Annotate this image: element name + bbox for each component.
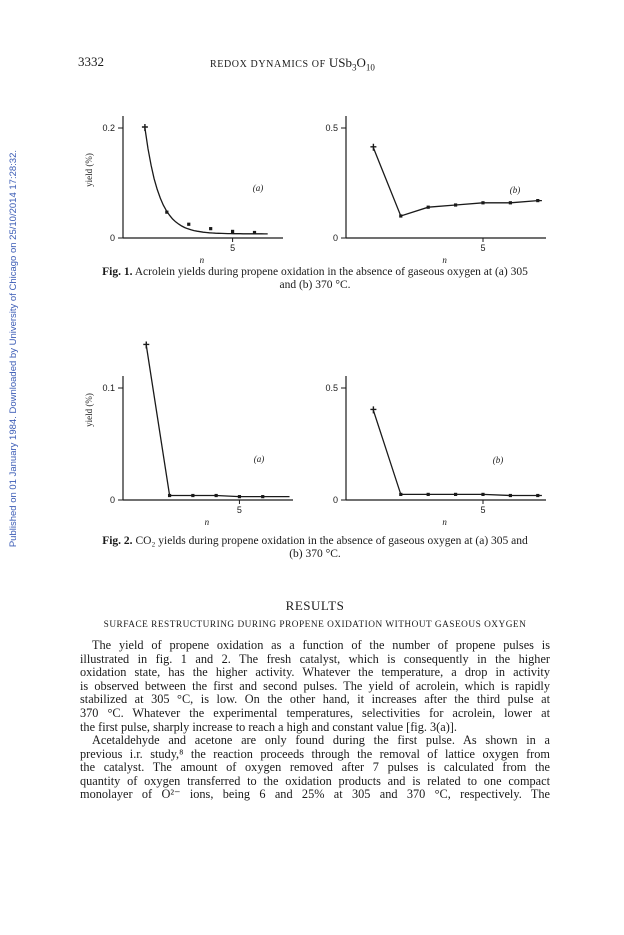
chart-1-y-axis-label: yield (%) — [84, 153, 94, 187]
figure-2-caption-line-2: (b) 370 °C. — [289, 548, 341, 560]
chart-3-data-point — [143, 341, 149, 348]
figure-2-caption — [80, 535, 550, 561]
chart-4-y-tick-label: 0 — [332, 495, 338, 505]
chart-3-y-axis-label: yield (%) — [84, 393, 94, 427]
chart-2-data-point — [399, 214, 402, 217]
chart-1-data-point — [165, 211, 168, 214]
chart-4-x-tick-label: 5 — [480, 505, 486, 515]
chart-3-data-point — [215, 494, 218, 497]
chart-1-data-point — [209, 227, 212, 230]
paragraph-1-line: oxidation state, has the higher activity. Whatever the temperature, a drop in activity — [80, 665, 550, 680]
chart-1-y-tick-label: 0.2 — [102, 123, 115, 133]
chart-2-panel-label: (b) — [509, 185, 521, 195]
chart-1-data-point — [187, 223, 190, 226]
chart-3-y-tick-label: 0 — [109, 495, 115, 505]
paragraph-2-line: monolayer of O²⁻ ions, being 6 and 25% at 305 and 370 °C, respectively. The — [80, 787, 550, 802]
chart-4-data-point — [399, 493, 402, 496]
chart-3-panel-label: (a) — [253, 454, 265, 464]
figure-2-panel-b — [325, 376, 546, 527]
chart-3-series-line — [146, 345, 289, 496]
chart-1-panel-label: (a) — [252, 183, 264, 193]
chart-3-data-point — [261, 495, 264, 498]
results-paragraph-2 — [80, 734, 550, 802]
chart-2-data-point — [370, 144, 376, 151]
chart-4-data-point — [536, 494, 539, 497]
figure-1 — [0, 85, 624, 265]
chart-4-data-point — [481, 493, 484, 496]
chart-1-data-point — [142, 124, 148, 131]
chart-4-data-point — [454, 493, 457, 496]
figure-2-svg — [0, 315, 624, 530]
figure-2 — [0, 315, 624, 530]
chart-4-series-line — [373, 410, 542, 495]
chart-3-data-point — [191, 494, 194, 497]
paragraph-1-line: is observed between the first and second pulses. The yield of acrolein, which is rapidly — [80, 678, 550, 693]
figure-2-caption-line-1: CO₂ yields during propene oxidation in the absence of gaseous oxygen at (a) 305 and — [135, 535, 528, 547]
chart-2-data-point — [509, 201, 512, 204]
chart-3-data-point — [168, 494, 171, 497]
chart-3-x-axis-label: n — [204, 517, 210, 527]
chart-2-data-point — [536, 199, 539, 202]
paragraph-1-line: The yield of propene oxidation as a function of the number of propene pulses is — [92, 638, 550, 652]
chart-1-y-tick-label: 0 — [109, 233, 115, 243]
chart-4-data-point — [427, 493, 430, 496]
section-title-results: RESULTS — [285, 598, 345, 613]
paragraph-1-line: illustrated in fig. 1 and 2. The fresh catalyst, which is consequently in the higher — [80, 651, 550, 666]
chart-4-panel-label: (b) — [492, 455, 504, 465]
paragraph-1-line: stabilized at 305 °C, is low. On the other hand, it increases after the third pulse at — [80, 692, 550, 707]
chart-2-data-point — [454, 203, 457, 206]
chart-1-x-axis-label: n — [199, 255, 205, 265]
chart-1-series-line — [145, 128, 268, 234]
chart-4-x-axis-label: n — [442, 517, 447, 527]
chart-1-data-point — [253, 231, 256, 234]
figure-1-caption-label: Fig. 1. — [102, 266, 133, 278]
chart-3-y-tick-label: 0.1 — [102, 383, 115, 393]
running-head-formula: $USb_3O_{10}$ — [328, 55, 375, 73]
chart-2-y-tick-label: 0 — [332, 233, 338, 243]
chart-3-x-tick-label: 5 — [236, 505, 242, 515]
subsection-title: SURFACE RESTRUCTURING DURING PROPENE OXIDATION WITHOUT GASEOUS OXYGEN — [103, 620, 527, 630]
paragraph-2-line: previous i.r. study,⁸ the reaction proceeds through the removal of lattice oxygen from — [80, 746, 550, 761]
paragraph-1-line: the first pulse, sharply increase to reach a high and constant value [fig. 3(a)]. — [80, 719, 457, 734]
results-paragraph-1 — [80, 639, 550, 734]
download-watermark: Published on 01 January 1984. Downloaded by University of Chicago on 25/10/2014 17:28:32. — [8, 150, 19, 548]
running-head-text: REDOX DYNAMICS OF — [210, 59, 326, 70]
chart-2-x-axis-label: n — [442, 255, 447, 265]
chart-2-data-point — [481, 201, 484, 204]
paragraph-2-line: the catalyst. The amount of oxygen removed after 7 pulses is calculated from the — [80, 760, 550, 775]
figure-1-caption-line-1: Acrolein yields during propene oxidation in the absence of gaseous oxygen at (a) 305 — [134, 266, 528, 278]
chart-4-data-point — [509, 494, 512, 497]
running-head — [210, 55, 375, 73]
chart-1-x-tick-label: 5 — [230, 243, 236, 253]
paragraph-2-line: Acetaldehyde and acetone are only found during the first pulse. As shown in a — [92, 733, 550, 747]
chart-3-data-point — [238, 495, 241, 498]
figure-1-panel-a — [84, 116, 283, 265]
figure-1-caption-line-2: and (b) 370 °C. — [279, 279, 351, 291]
paragraph-2-line: quantity of oxygen transferred to the oxidation products and is related to one compact — [80, 773, 550, 788]
chart-2-y-tick-label: 0.5 — [325, 123, 338, 133]
figure-1-panel-b — [325, 116, 546, 265]
chart-4-y-tick-label: 0.5 — [325, 383, 338, 393]
chart-4-data-point — [370, 406, 376, 413]
figure-1-caption — [80, 266, 550, 292]
chart-2-series-line — [373, 148, 542, 216]
paragraph-1-line: 370 °C. Whatever the experimental temperatures, selectivities for acrolein, lower at — [80, 705, 550, 720]
figure-1-svg — [0, 85, 624, 265]
page-number: 3332 — [78, 54, 104, 69]
figure-2-panel-a — [84, 341, 293, 527]
chart-2-x-tick-label: 5 — [480, 243, 486, 253]
figure-2-caption-label: Fig. 2. — [102, 535, 133, 547]
chart-2-data-point — [427, 206, 430, 209]
chart-1-data-point — [231, 230, 234, 233]
